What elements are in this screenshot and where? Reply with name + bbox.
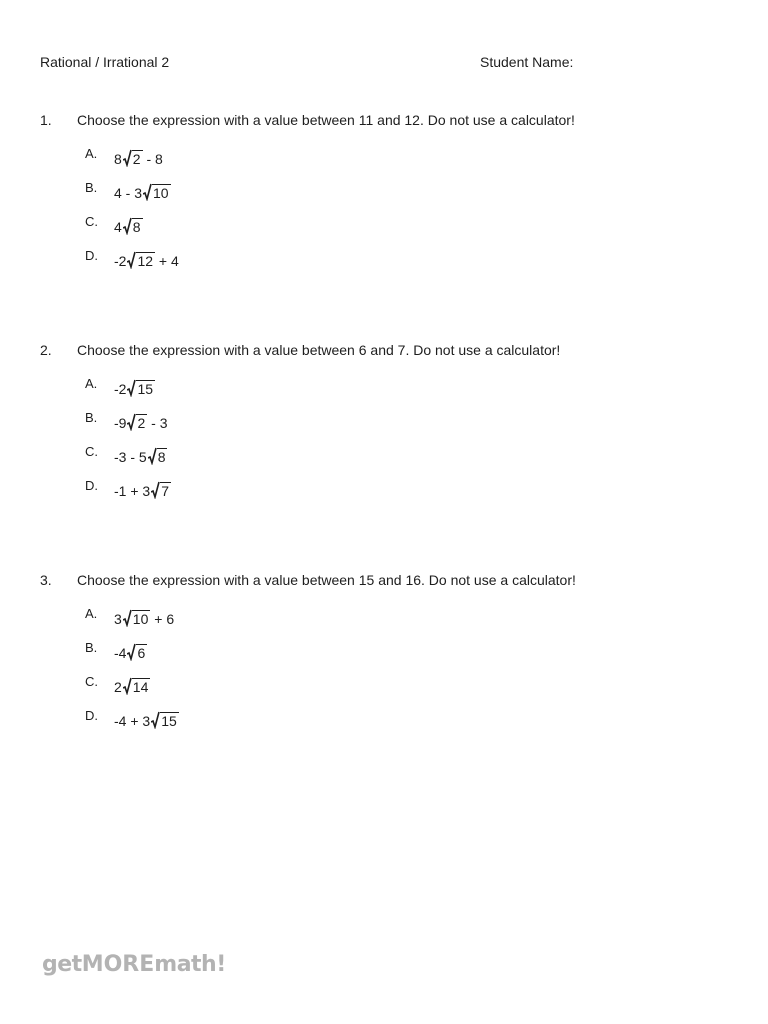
option-letter: A.	[85, 606, 98, 621]
option-expression	[114, 378, 155, 397]
logo-math: math!	[154, 952, 226, 977]
option-letter: A.	[85, 146, 98, 161]
logo-more: MORE	[81, 952, 155, 977]
expr-suffix: + 4	[155, 253, 179, 269]
square-root	[123, 608, 151, 627]
option-expression	[114, 412, 167, 431]
radicand: 7	[161, 483, 169, 499]
radical-sign-icon	[123, 149, 132, 167]
radicand: 2	[137, 415, 146, 431]
expr-prefix: -3 - 5	[114, 449, 147, 465]
square-root	[148, 446, 168, 465]
expr-prefix: 8	[114, 151, 122, 167]
question-number: 2.	[40, 342, 52, 358]
expr-suffix: - 3	[147, 415, 168, 431]
option-letter: B.	[85, 180, 98, 195]
radical-sign-icon	[127, 379, 136, 397]
expr-prefix: 4 - 3	[114, 185, 143, 201]
expr-prefix: 3	[114, 611, 122, 627]
option-letter: D.	[85, 708, 98, 723]
radicand: 10	[132, 611, 149, 627]
radicand: 12	[137, 253, 154, 269]
radical-sign-icon	[123, 217, 132, 235]
radical-sign-icon	[148, 447, 157, 465]
option-expression	[114, 182, 171, 201]
expr-prefix: 4	[114, 219, 122, 235]
radical-sign-icon	[123, 609, 132, 627]
expr-suffix: - 8	[142, 151, 163, 167]
square-root	[143, 182, 171, 201]
question-text: Choose the expression with a value between 6 and 7. Do not use a calculator!	[77, 342, 561, 358]
square-root	[127, 250, 155, 269]
option-expression	[114, 480, 171, 499]
expr-prefix: -2	[114, 381, 127, 397]
radicand: 10	[153, 185, 169, 201]
expr-prefix: -9	[114, 415, 127, 431]
radical-sign-icon	[127, 413, 136, 431]
question-text: Choose the expression with a value between 11 and 12. Do not use a calculator!	[77, 112, 575, 128]
option-expression	[114, 446, 167, 465]
option-letter: D.	[85, 478, 98, 493]
radical-sign-icon	[123, 677, 132, 695]
expr-suffix: + 6	[150, 611, 175, 627]
square-root	[123, 676, 151, 695]
expr-prefix: -1 + 3	[114, 483, 151, 499]
expr-prefix: -4	[114, 645, 127, 661]
expr-prefix: 2	[114, 679, 122, 695]
option-letter: C.	[85, 444, 98, 459]
radicand: 6	[137, 645, 146, 661]
radical-sign-icon	[127, 643, 136, 661]
option-expression	[114, 216, 143, 235]
radical-sign-icon	[151, 481, 160, 499]
square-root	[151, 480, 171, 499]
expr-prefix: -4 + 3	[114, 713, 151, 729]
question-number: 1.	[40, 112, 52, 128]
option-letter: A.	[85, 376, 98, 391]
square-root	[123, 216, 143, 235]
radicand: 8	[132, 219, 141, 235]
radical-sign-icon	[143, 183, 152, 201]
square-root	[127, 642, 147, 661]
option-expression	[114, 250, 179, 269]
student-name-label: Student Name:	[480, 54, 574, 70]
option-expression	[114, 710, 179, 729]
option-letter: B.	[85, 640, 98, 655]
option-expression	[114, 148, 163, 167]
square-root	[127, 378, 155, 397]
radicand: 2	[132, 151, 141, 167]
radicand: 15	[137, 381, 154, 397]
radicand: 15	[161, 713, 177, 729]
option-expression	[114, 642, 147, 661]
radical-sign-icon	[151, 711, 160, 729]
expr-prefix: -2	[114, 253, 127, 269]
getmoremath-logo	[42, 952, 226, 977]
option-letter: C.	[85, 214, 98, 229]
logo-get: get	[42, 952, 82, 977]
square-root	[123, 148, 143, 167]
option-letter: B.	[85, 410, 98, 425]
option-letter: C.	[85, 674, 98, 689]
question-number: 3.	[40, 572, 52, 588]
option-expression	[114, 608, 174, 627]
square-root	[151, 710, 179, 729]
question-text: Choose the expression with a value between 15 and 16. Do not use a calculator!	[77, 572, 576, 588]
square-root	[127, 412, 147, 431]
radical-sign-icon	[127, 251, 136, 269]
radicand: 8	[157, 449, 166, 465]
radicand: 14	[132, 679, 149, 695]
option-letter: D.	[85, 248, 98, 263]
option-expression	[114, 676, 150, 695]
worksheet-title: Rational / Irrational 2	[40, 54, 170, 70]
